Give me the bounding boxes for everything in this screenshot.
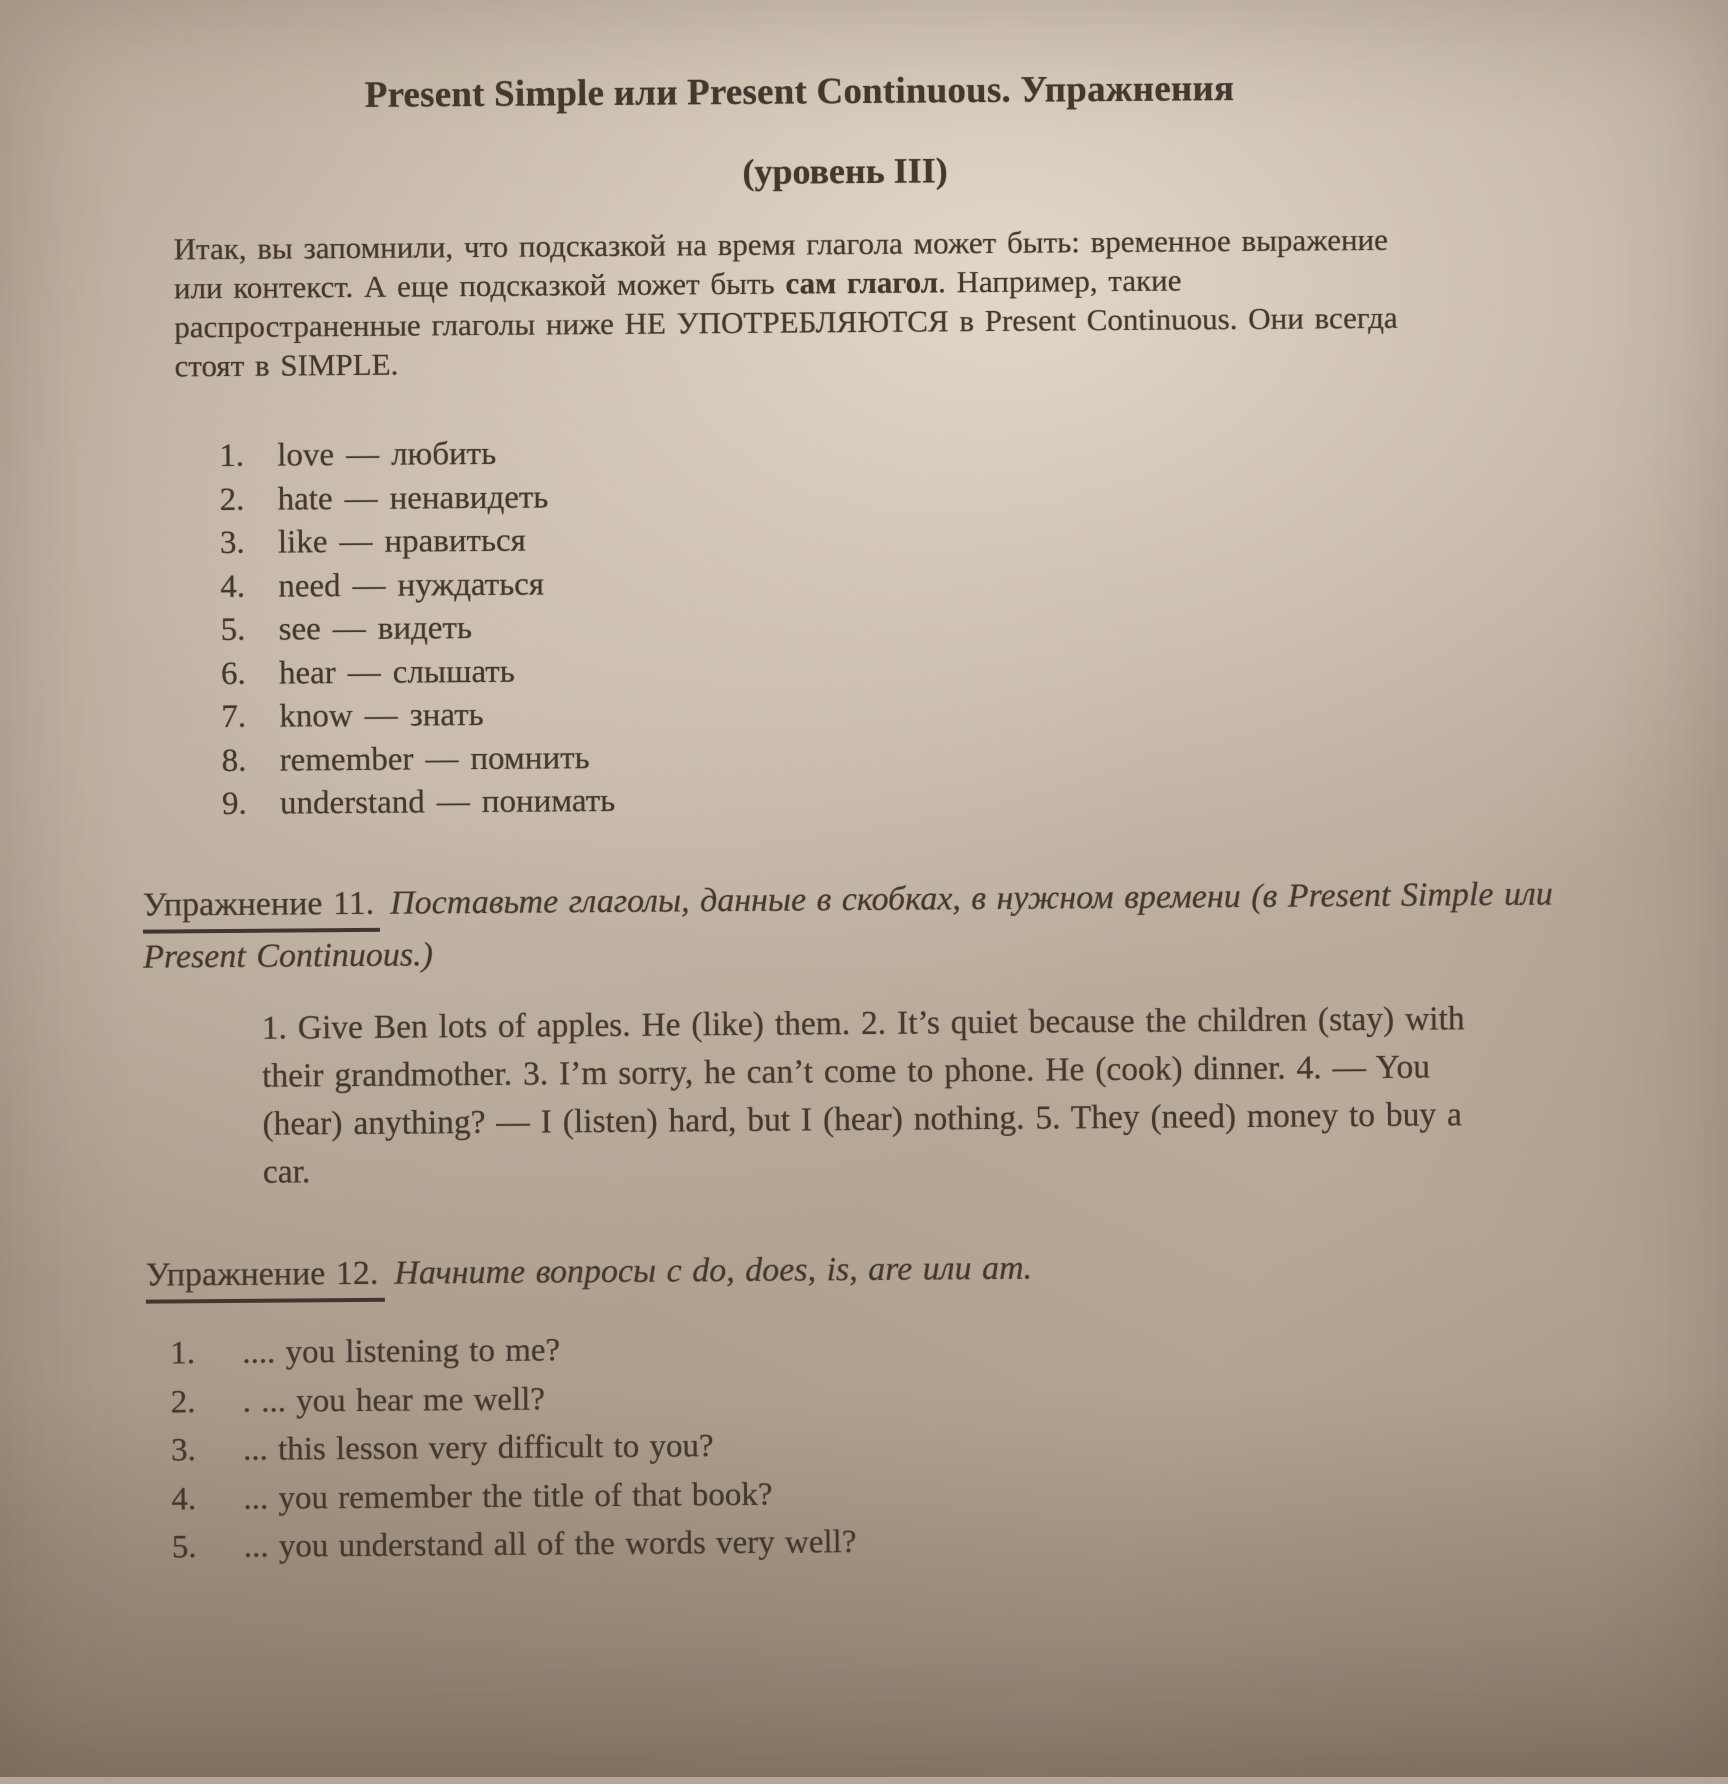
list-item [222, 780, 616, 827]
list-item [171, 1470, 856, 1524]
list-item [220, 562, 614, 609]
verb-ru: ненавидеть [389, 478, 549, 517]
exercise11-text [262, 994, 1623, 1197]
item-number: 2. [170, 1383, 196, 1421]
verb-en: like [277, 524, 328, 561]
item-number: 6. [220, 655, 246, 692]
item-number: 3. [219, 524, 245, 562]
exercise11-instruction: Поставьте глаголы, данные в скобках, в нужном времени (в Present Simple или Present Continuous.) [143, 875, 1553, 976]
page-title: Present Simple или Present Continuous. Упражнения [364, 68, 1235, 116]
verb-en: love [277, 437, 335, 474]
page-subtitle: (уровень III) [742, 150, 948, 192]
dash: — [364, 697, 398, 734]
verb-en: know [279, 698, 353, 735]
list-item [221, 649, 615, 696]
question-text: ... you understand all of the words very well? [243, 1524, 857, 1566]
intro-line: распространенные глаголы ниже НЕ УПОТРЕБЛЯЮТСЯ в Present Continuous. Они всегда [174, 299, 1398, 345]
verb-ru: нравиться [384, 522, 526, 560]
verb-ru: слышать [392, 653, 515, 691]
verb-en: see [278, 611, 321, 648]
exercise12-label: Упражнение 12. [146, 1250, 385, 1304]
item-number: 4. [171, 1481, 197, 1518]
list-item [219, 475, 613, 522]
item-number: 1. [219, 437, 245, 475]
verb-en: hate [277, 480, 333, 518]
list-item [219, 432, 613, 479]
intro-line-part: . Например, такие [937, 262, 1182, 300]
dash: — [339, 523, 373, 561]
exercise11-heading [143, 870, 1624, 981]
dash: — [344, 480, 378, 517]
list-item [220, 606, 614, 653]
item-number: 3. [170, 1432, 196, 1469]
verb-ru: любить [390, 435, 497, 473]
list-item [172, 1518, 857, 1572]
exercise11-text-line: (hear) anything? — I (listen) hard, but I (hear) nothing. 5. They (need) money to buy a [262, 1096, 1463, 1143]
list-item [222, 736, 616, 783]
exercise11-text-line: 1. Give Ben lots of apples. He (like) them. 2. It’s quiet because the children (stay) with [261, 1000, 1465, 1047]
question-text: . ... you hear me well? [242, 1381, 546, 1420]
question-list [170, 1324, 856, 1572]
item-number: 2. [219, 481, 245, 518]
intro-paragraph [174, 218, 1635, 385]
list-item [170, 1324, 855, 1378]
exercise11-label: Упражнение 11. [143, 880, 381, 934]
item-number: 9. [221, 785, 247, 823]
verb-en: remember [279, 741, 414, 779]
list-item [171, 1421, 856, 1475]
verb-en: need [278, 567, 341, 605]
exercise12-instruction: Начните вопросы с do, does, is, are или am. [394, 1249, 1033, 1292]
verb-en: hear [278, 654, 336, 692]
verb-ru: нуждаться [397, 566, 545, 604]
exercise11-text-line: their grandmother. 3. I’m sorry, he can’t come to phone. He (cook) dinner. 4. — You [262, 1048, 1431, 1095]
list-item [220, 519, 614, 566]
dash: — [425, 740, 459, 777]
verb-ru: знать [409, 696, 484, 734]
verb-ru: видеть [377, 610, 473, 647]
intro-line-part: или контекст. А еще подсказкой может быть [173, 265, 786, 306]
question-text: ... this lesson very difficult to you? [242, 1428, 714, 1469]
list-item [221, 693, 615, 740]
verb-ru: помнить [470, 739, 590, 777]
item-number: 1. [170, 1335, 196, 1372]
verb-en: understand [279, 784, 425, 822]
exercise12-heading [146, 1240, 1626, 1304]
question-text: ... you remember the title of that book? [243, 1476, 773, 1517]
intro-line-bold: сам глагол [785, 264, 939, 301]
list-item [171, 1373, 856, 1427]
item-number: 5. [220, 611, 246, 649]
item-number: 5. [171, 1529, 197, 1566]
dash: — [436, 784, 470, 821]
dash: — [347, 654, 381, 691]
item-number: 4. [220, 568, 246, 605]
item-number: 8. [221, 742, 247, 779]
question-text: .... you listening to me? [242, 1332, 561, 1371]
verb-list [219, 432, 615, 827]
verb-ru: понимать [481, 782, 616, 821]
dash: — [332, 610, 366, 648]
dash: — [345, 436, 380, 474]
intro-line: стоят в SIMPLE. [174, 346, 399, 384]
item-number: 7. [221, 698, 247, 736]
dash: — [352, 567, 386, 604]
exercise11-text-line: car. [262, 1153, 311, 1191]
intro-line: Итак, вы запомнили, что подсказкой на время глагола может быть: временное выражение [173, 221, 1389, 267]
